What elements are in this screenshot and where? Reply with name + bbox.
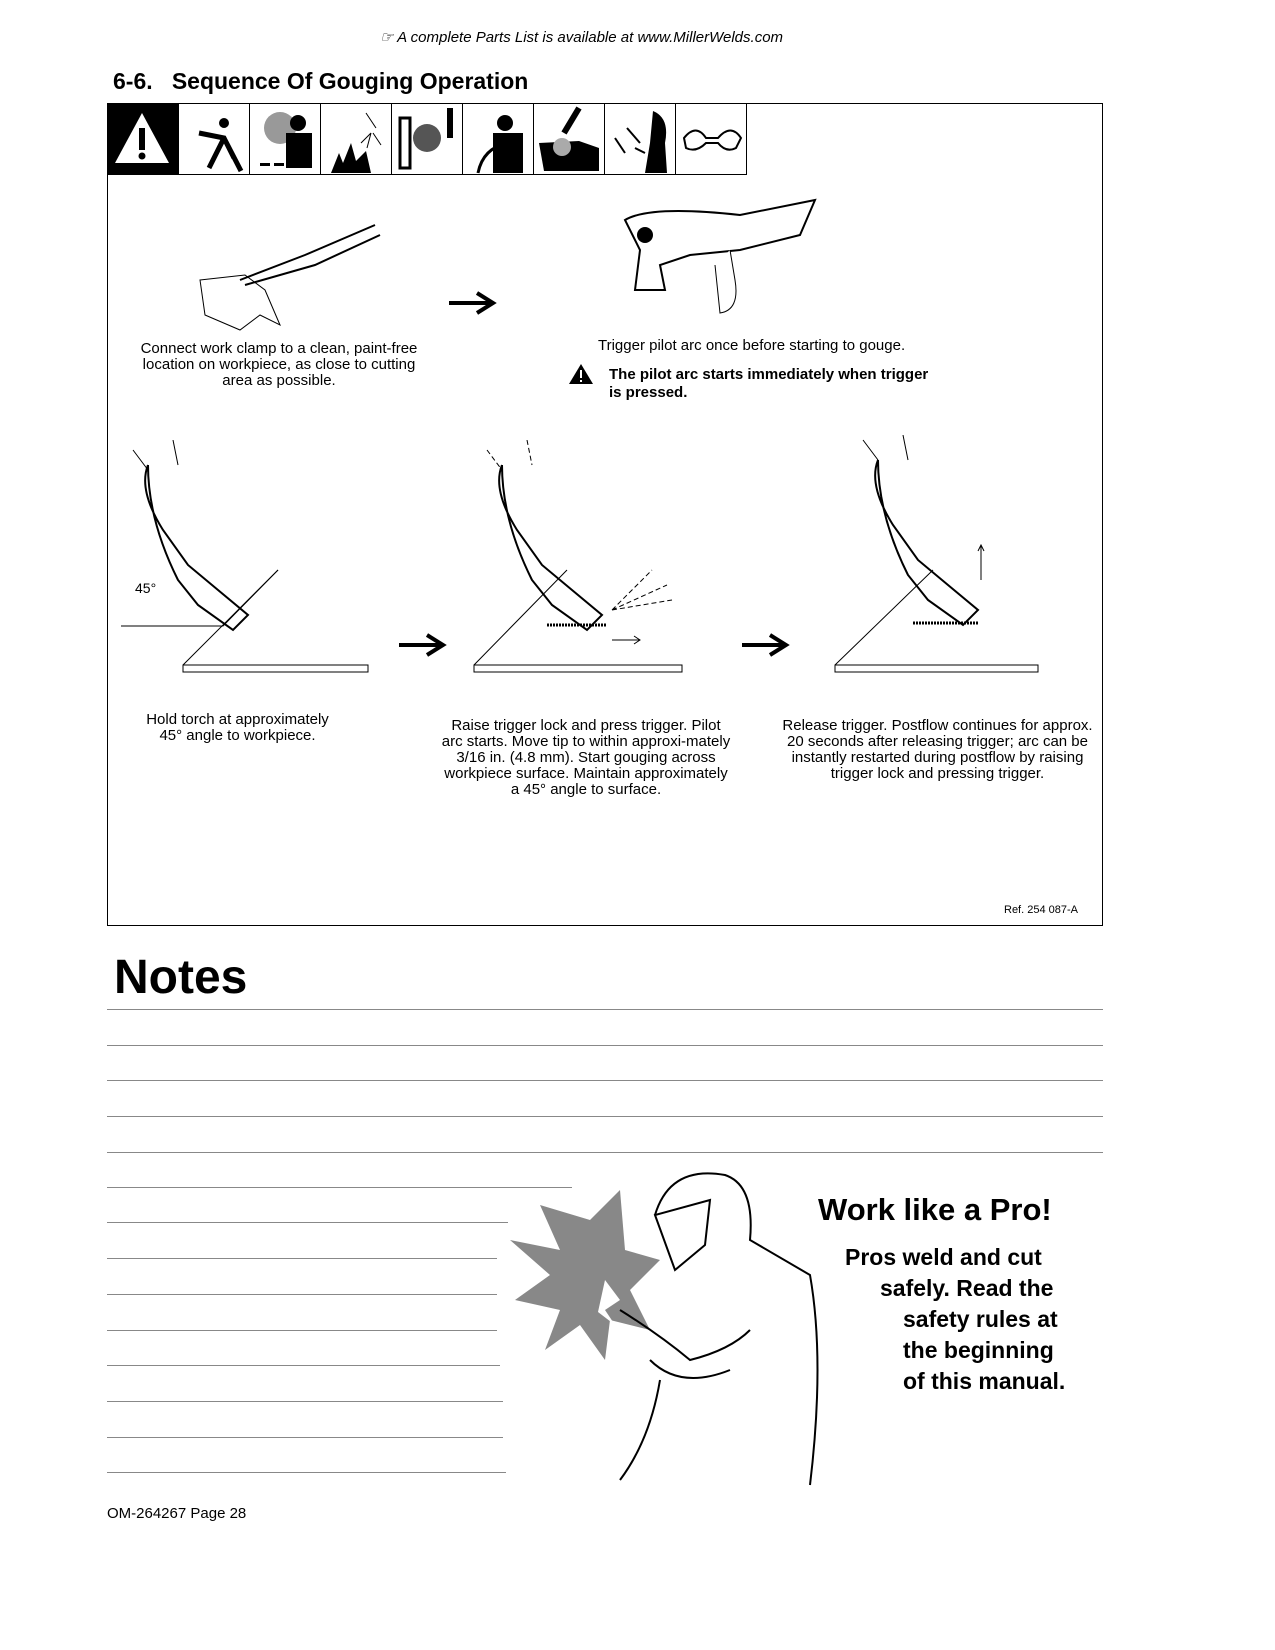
gouging-illustration — [472, 440, 692, 675]
note-line — [107, 1401, 503, 1402]
postflow-illustration — [833, 435, 1048, 675]
promo-line: safely. Read the — [880, 1275, 1054, 1301]
welder-illustration — [510, 1160, 830, 1490]
warning-triangle-icon — [568, 363, 594, 385]
note-line — [107, 1437, 503, 1438]
page-footer: OM-264267 Page 28 — [107, 1505, 247, 1522]
arrow-right-icon — [447, 290, 497, 316]
torch-trigger-illustration — [620, 195, 820, 320]
note-line — [107, 1258, 497, 1259]
promo-line: Pros weld and cut — [845, 1244, 1042, 1270]
step3-caption: Hold torch at approximately 45° angle to workpiece. — [146, 711, 329, 744]
step1-caption: Connect work clamp to a clean, paint-free location on workpiece, as close to cutting area as possible. — [140, 340, 418, 389]
warning-icon — [107, 103, 178, 174]
angle-label: 45° — [135, 580, 157, 596]
pilot-arc-warning: The pilot arc starts immediately when trigger is pressed. — [609, 366, 929, 401]
note-line — [107, 1222, 508, 1223]
promo-line: the beginning — [903, 1337, 1054, 1363]
fumes-gases-icon — [249, 103, 320, 174]
promo-line: safety rules at — [903, 1306, 1058, 1332]
electric-shock-icon — [178, 103, 249, 174]
reference-number: Ref. 254 087-A — [1004, 904, 1078, 916]
notes-title: Notes — [114, 951, 248, 1004]
note-line — [107, 1330, 497, 1331]
safety-icon-strip — [107, 103, 747, 175]
pointing-hand-icon: ☞ — [380, 29, 398, 46]
step5-caption: Release trigger. Postflow continues for approx. 20 seconds after releasing trigger; arc can be instantly restarted during postflow by raising trigger lock and pressing trigger. — [782, 717, 1093, 782]
arc-rays-icon — [604, 103, 675, 174]
note-line — [107, 1009, 1103, 1010]
note-line — [107, 1472, 506, 1473]
parts-list-note: ☞ A complete Parts List is available at www.MillerWelds.com — [380, 29, 784, 46]
note-line — [107, 1080, 1103, 1081]
safety-glasses-icon — [675, 103, 746, 174]
note-line — [107, 1294, 497, 1295]
note-line — [107, 1152, 1103, 1153]
section-title: 6-6. Sequence Of Gouging Operation — [113, 68, 529, 94]
note-line — [107, 1187, 572, 1188]
work-clamp-illustration — [185, 215, 385, 335]
pacemaker-emf-icon — [462, 103, 533, 174]
fire-explosion-icon — [320, 103, 391, 174]
note-line — [107, 1045, 1103, 1046]
arrow-right-icon — [397, 632, 447, 658]
arrow-right-icon — [740, 632, 790, 658]
promo-line: of this manual. — [903, 1368, 1066, 1394]
note-line — [107, 1365, 500, 1366]
promo-headline: Work like a Pro! — [818, 1192, 1052, 1227]
cylinder-explosion-icon — [391, 103, 462, 174]
note-line — [107, 1116, 1103, 1117]
hot-parts-icon — [533, 103, 604, 174]
step2-caption: Trigger pilot arc once before starting to gouge. — [598, 337, 906, 354]
step4-caption: Raise trigger lock and press trigger. Pilot arc starts. Move tip to within approxi-mately 3/16 in. (4.8 mm). Start gouging across workpiece surface. Maintain approximately a 45° angle to surface. — [441, 717, 731, 798]
torch-45-degree-illustration — [118, 440, 373, 675]
